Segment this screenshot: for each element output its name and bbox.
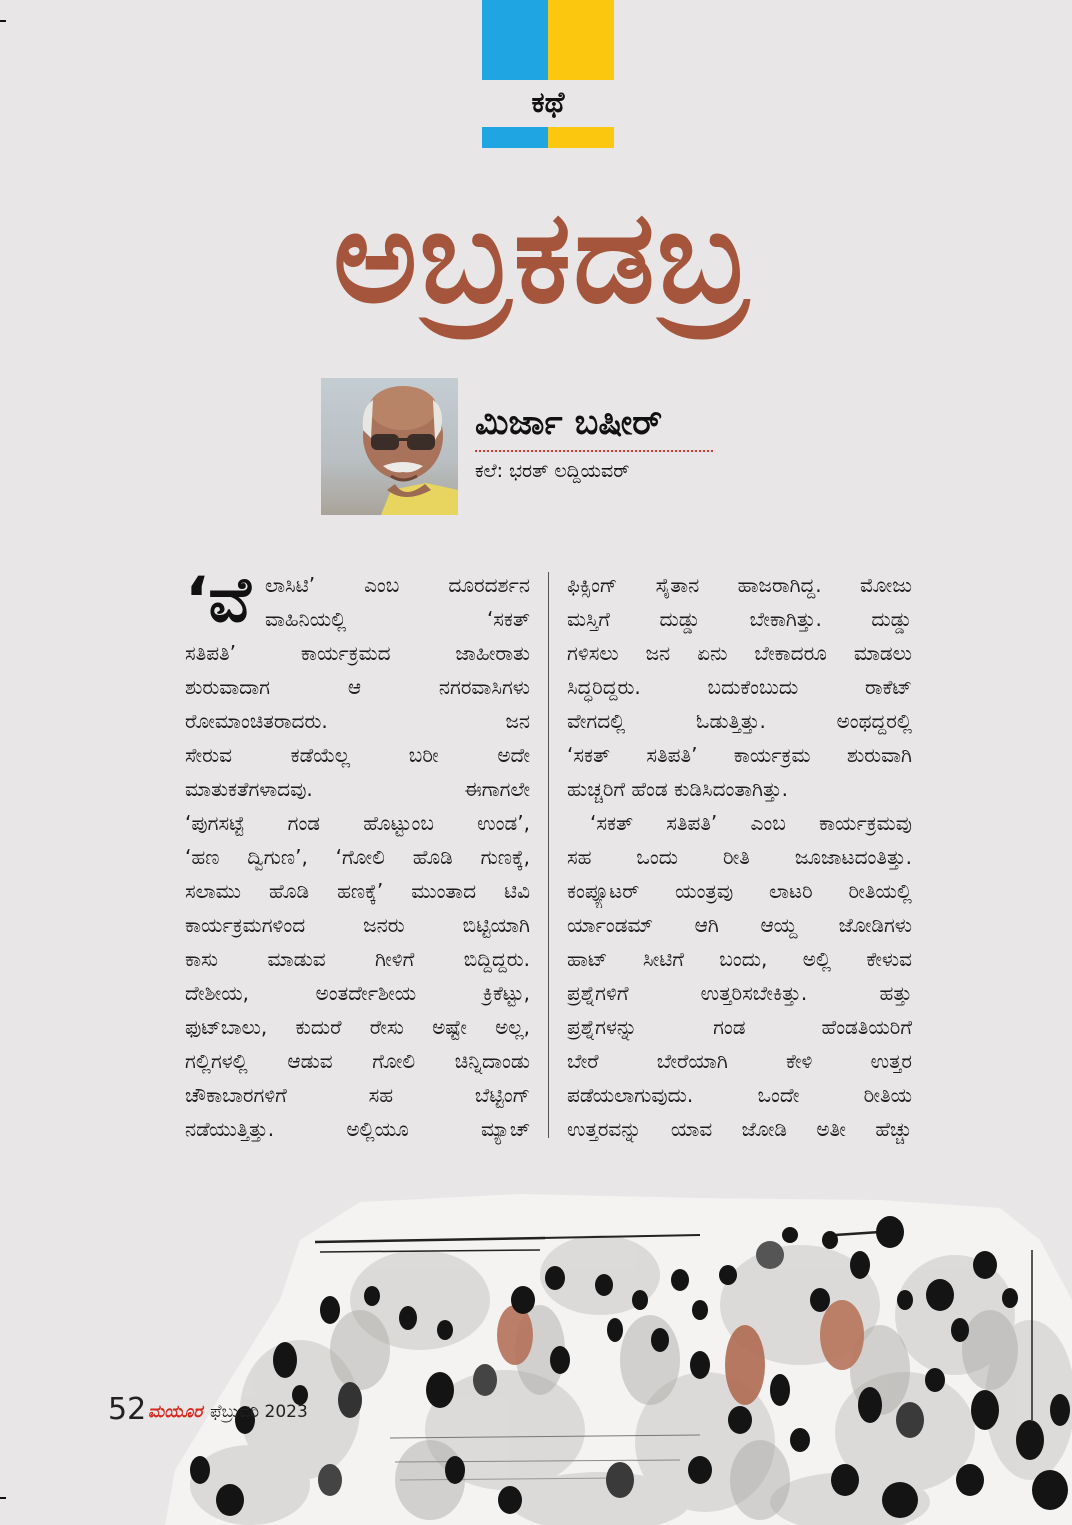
story-line: ಕಂಪ್ಯೂಟರ್ ಯಂತ್ರವು ಲಾಟರಿ ರೀತಿಯಲ್ಲಿ: [567, 879, 912, 903]
story-column-2: [567, 568, 912, 1146]
story-title: ಅಬ್ರಕಡಬ್ರ: [332, 183, 752, 332]
story-line: ವಾಹಿನಿಯಲ್ಲಿ ‘ಸಕತ್: [265, 607, 530, 631]
story-line: ‘ಹಣ ದ್ವಿಗುಣ’, ‘ಗೋಲಿ ಹೊಡಿ ಗುಣಕ್ಕೆ,: [185, 845, 530, 869]
story-line: ಗಲ್ಲಿಗಳಲ್ಲಿ ಆಡುವ ಗೋಲಿ ಚಿನ್ನಿದಾಂಡು: [185, 1049, 530, 1073]
story-line: ‘ಸಕತ್ ಸತಿಪತಿ’ ಎಂಬ ಕಾರ್ಯಕ್ರಮವು: [590, 811, 912, 835]
story-line: ಉತ್ತರವನ್ನು ಯಾವ ಜೋಡಿ ಅತೀ ಹೆಚ್ಚು: [567, 1117, 912, 1141]
story-line: ಫುಟ್‌ಬಾಲು, ಕುದುರೆ ರೇಸು ಅಷ್ಟೇ ಅಲ್ಲ,: [185, 1015, 530, 1039]
author-portrait-icon: [321, 378, 458, 515]
section-color-block-blue: [482, 0, 548, 80]
dotted-divider: [475, 450, 713, 452]
story-line: ಸತಿಪತಿ’ ಕಾರ್ಯಕ್ರಮದ ಜಾಹೀರಾತು: [185, 641, 530, 665]
page-number: 52: [108, 1392, 147, 1427]
story-line: ಪ್ರಶ್ನೆಗಳಿಗೆ ಉತ್ತರಿಸಬೇಕಿತ್ತು. ಹತ್ತು: [567, 981, 912, 1005]
story-line: ಗಳಿಸಲು ಜನ ಏನು ಬೇಕಾದರೂ ಮಾಡಲು: [567, 641, 912, 665]
story-column-1: [185, 564, 530, 1146]
story-line: ನಡೆಯುತ್ತಿತ್ತು. ಅಲ್ಲಿಯೂ ಮ್ಯಾಚ್: [185, 1117, 530, 1141]
art-credit: ಕಲೆ: ಭರತ್ ಲದ್ದಿಯವರ್: [475, 460, 630, 482]
story-line: ಹಾಟ್ ಸೀಟಿಗೆ ಬಂದು, ಅಲ್ಲಿ ಕೇಳುವ: [567, 947, 912, 971]
story-line: ಸಲಾಮು ಹೊಡಿ ಹಣಕ್ಕೆ’ ಮುಂತಾದ ಟಿವಿ: [185, 879, 530, 903]
story-line: ರ್ಯಾಂಡಮ್ ಆಗಿ ಆಯ್ದ ಜೋಡಿಗಳು: [567, 913, 912, 937]
story-line: ಸಹ ಒಂದು ರೀತಿ ಜೂಜಾಟದಂತಿತ್ತು.: [567, 845, 912, 869]
glasses-left: [371, 434, 399, 450]
story-line: ಸೇರುವ ಕಡೆಯೆಲ್ಲ ಬರೀ ಅದೇ: [185, 743, 530, 767]
column-divider: [548, 572, 549, 1138]
story-line: ಮಸ್ತಿಗೆ ದುಡ್ಡು ಬೇಕಾಗಿತ್ತು. ದುಡ್ಡು: [567, 607, 912, 631]
story-line: ರೋಮಾಂಚಿತರಾದರು. ಜನ: [185, 709, 530, 733]
crop-mark: [0, 20, 6, 22]
story-line: ಪಡೆಯಲಾಗುವುದು. ಒಂದೇ ರೀತಿಯ: [567, 1083, 912, 1107]
drop-cap: ‘ವೆ: [185, 564, 251, 636]
author-name: ಮಿರ್ಜಾ ಬಷೀರ್: [475, 403, 663, 443]
story-line: ಬೇರೆ ಬೇರೆಯಾಗಿ ಕೇಳಿ ಉತ್ತರ: [567, 1049, 912, 1073]
issue-date: ಫೆಬ್ರುವರಿ 2023: [210, 1402, 308, 1422]
story-line: ‘ಸಕತ್ ಸತಿಪತಿ’ ಕಾರ್ಯಕ್ರಮ ಶುರುವಾಗಿ: [567, 743, 912, 767]
magazine-name: ಮಯೂರ: [148, 1402, 203, 1422]
section-bar-blue: [482, 127, 548, 148]
story-line: ಚೌಕಾಬಾರಗಳಿಗೆ ಸಹ ಬೆಟ್ಟಿಂಗ್: [185, 1083, 530, 1107]
story-line: ಶುರುವಾದಾಗ ಆ ನಗರವಾಸಿಗಳು: [185, 675, 530, 699]
story-line: ಕಾರ್ಯಕ್ರಮಗಳಿಂದ ಜನರು ಬಿಟ್ಟಿಯಾಗಿ: [185, 913, 530, 937]
glasses-right: [407, 434, 435, 450]
story-line: ಸಿದ್ಧರಿದ್ದರು. ಬದುಕೆಂಬುದು ರಾಕೆಟ್: [567, 675, 912, 699]
story-line: ಕಾಸು ಮಾಡುವ ಗೀಳಿಗೆ ಬಿದ್ದಿದ್ದರು.: [185, 947, 530, 971]
story-line: ಫಿಕ್ಸಿಂಗ್ ಸೈತಾನ ಹಾಜರಾಗಿದ್ದ. ಮೋಜು: [567, 573, 912, 597]
story-line: ಪ್ರಶ್ನೆಗಳನ್ನು ಗಂಡ ಹೆಂಡತಿಯರಿಗೆ: [567, 1015, 912, 1039]
story-line: ಹುಚ್ಚರಿಗೆ ಹೆಂಡ ಕುಡಿಸಿದಂತಾಗಿತ್ತು.: [567, 777, 788, 801]
author-photo: [321, 378, 458, 515]
story-line: ‘ಪುಗಸಟ್ಟೆ ಗಂಡ ಹೊಟ್ಟುಂಬ ಉಂಡ’,: [185, 811, 530, 835]
story-line: ಮಾತುಕತೆಗಳಾದವು. ಈಗಾಗಲೇ: [185, 777, 530, 801]
story-line: ದೇಶೀಯ, ಅಂತರ್ದೇಶೀಯ ಕ್ರಿಕೆಟ್ಟು,: [185, 981, 530, 1005]
story-line: ವೇಗದಲ್ಲಿ ಓಡುತ್ತಿತ್ತು. ಅಂಥದ್ದರಲ್ಲಿ: [567, 709, 912, 733]
section-label: ಕಥೆ: [531, 85, 565, 119]
section-color-block-yellow: [548, 0, 614, 80]
section-bar-yellow: [548, 127, 614, 148]
crowd-illustration: [0, 1180, 1072, 1525]
story-line: ಲಾಸಿಟಿ’ ಎಂಬ ದೂರದರ್ಶನ: [265, 573, 530, 597]
